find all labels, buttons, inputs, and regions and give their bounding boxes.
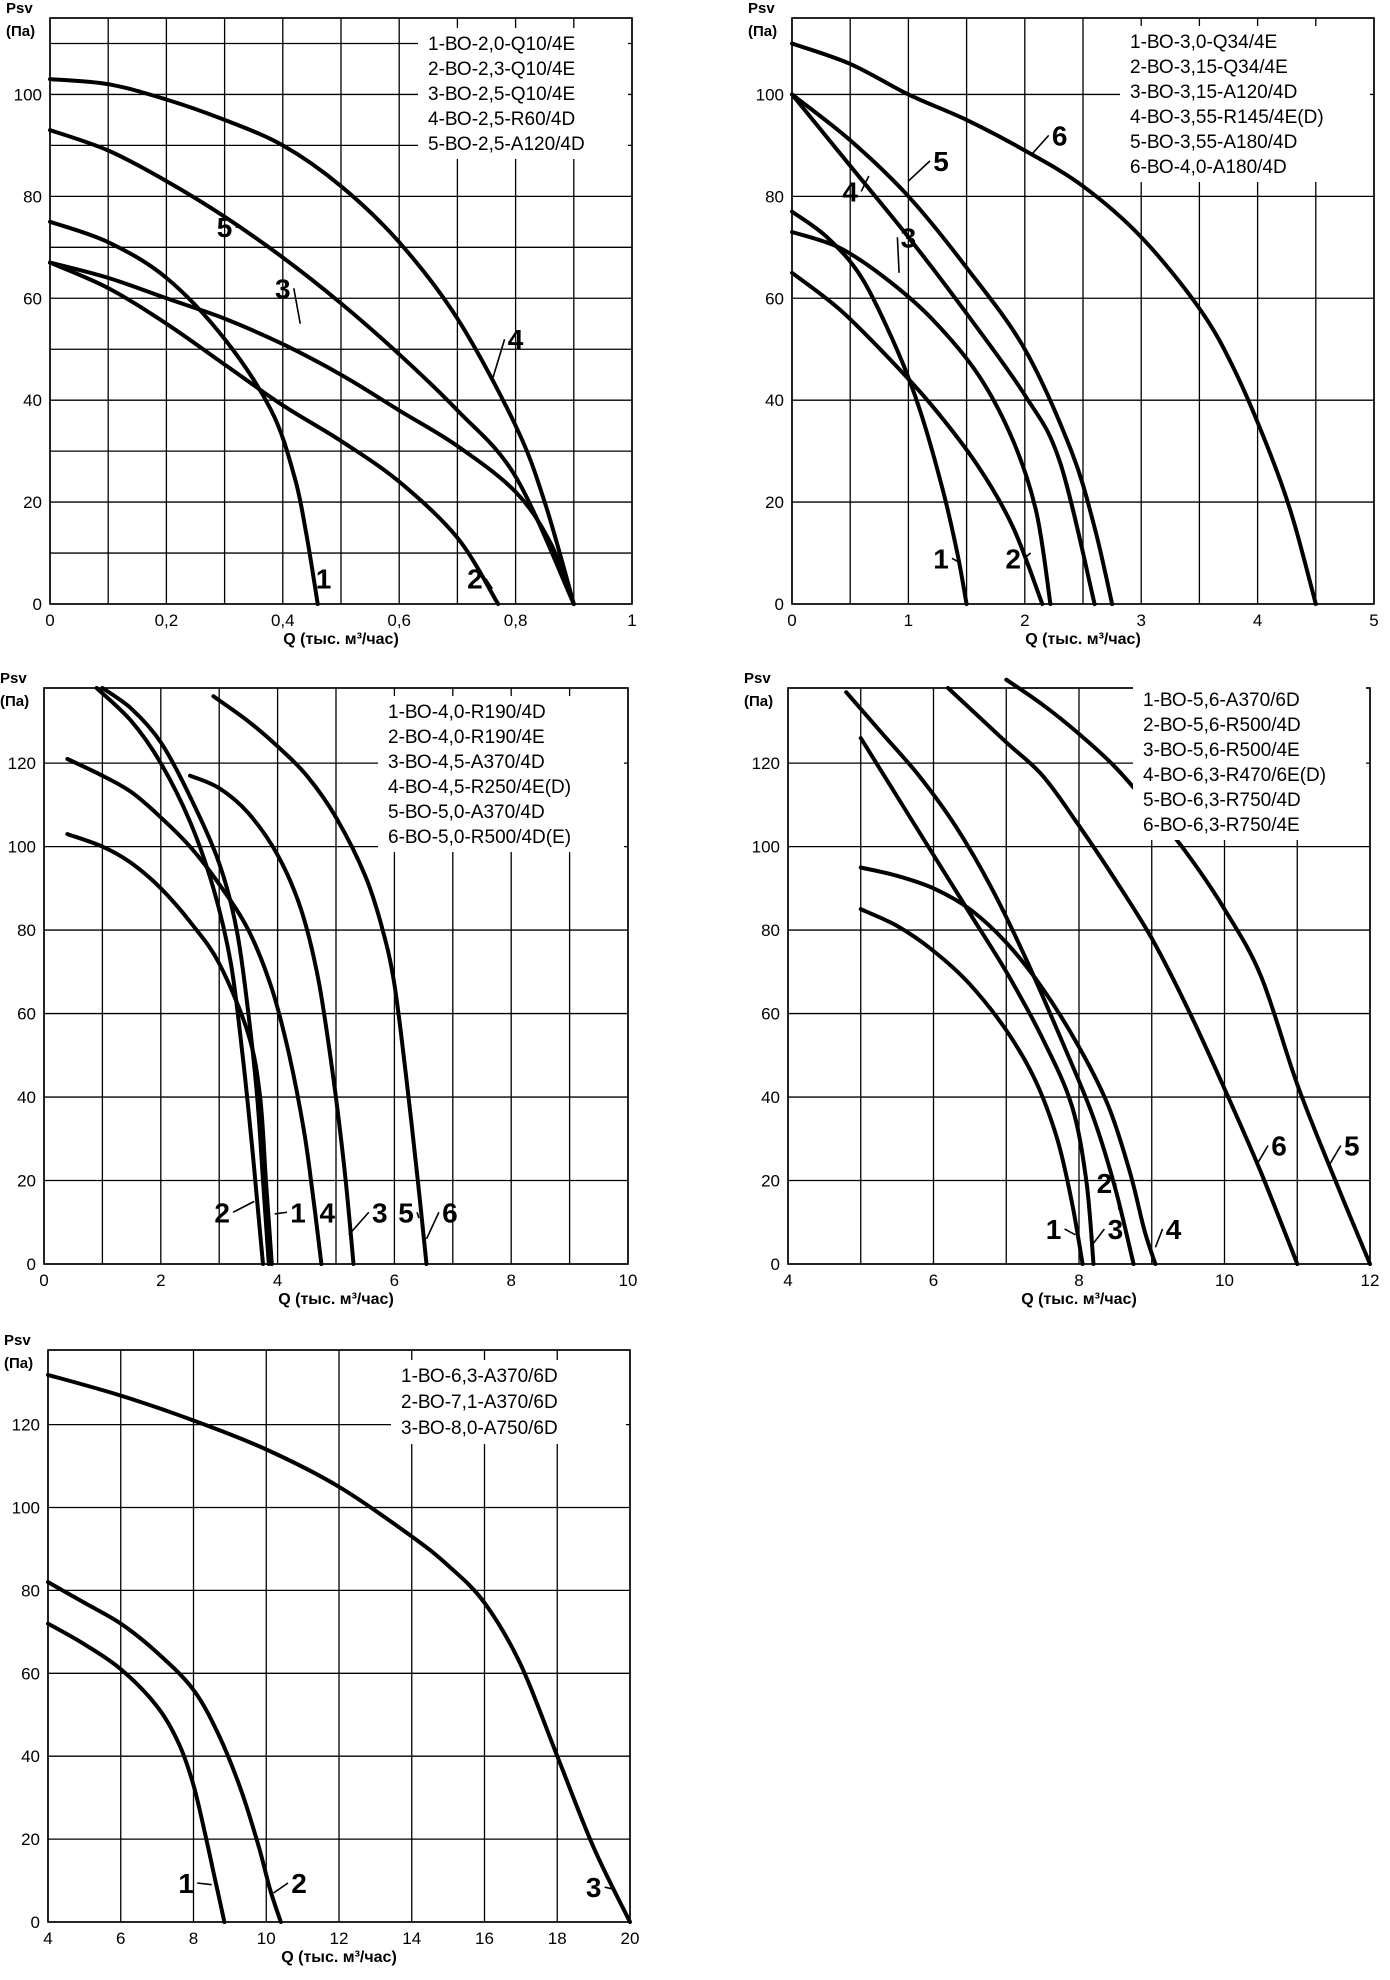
y-tick-label: 100 [13, 85, 42, 105]
callout-leader [908, 161, 930, 181]
y-tick-label: 60 [761, 1004, 780, 1024]
legend-entry: 3-ВО-2,5-Q10/4E [428, 84, 576, 105]
y-tick-label: 40 [765, 391, 784, 411]
x-tick-label: 6 [389, 1271, 400, 1290]
legend-entry: 1-ВО-5,6-A370/6D [1143, 690, 1300, 711]
x-tick-label: 16 [475, 1929, 494, 1948]
callout-leader [274, 1883, 288, 1893]
curve-label-4: 4 [507, 324, 524, 356]
x-tick-label: 0,2 [154, 611, 179, 630]
y-tick-label: 40 [21, 1747, 40, 1767]
curve-label-4: 4 [1165, 1213, 1182, 1245]
legend-entry: 2-ВО-3,15-Q34/4E [1130, 57, 1288, 78]
legend-entry: 6-ВО-4,0-A180/4D [1130, 157, 1287, 178]
y-axis-unit: (Па) [4, 1355, 34, 1372]
callout-leader [1031, 135, 1049, 155]
legend-entry: 4-ВО-3,55-R145/4E(D) [1130, 107, 1324, 128]
callout-leader [1257, 1145, 1268, 1163]
curve-label-1: 1 [290, 1197, 306, 1229]
legend-entry: 6-ВО-5,0-R500/4D(E) [388, 827, 572, 848]
legend-entry: 1-ВО-4,0-R190/4D [388, 702, 546, 723]
y-tick-label: 60 [765, 289, 784, 309]
x-tick-label: 10 [256, 1929, 276, 1948]
curve-2 [48, 1582, 281, 1922]
y-axis-label: Psv [6, 0, 33, 17]
y-tick-label: 20 [17, 1171, 36, 1191]
x-tick-label: 8 [1074, 1271, 1084, 1290]
curve-1 [48, 1624, 224, 1922]
callout-leader [1065, 1229, 1076, 1235]
y-tick-label: 40 [761, 1088, 780, 1108]
y-tick-label: 20 [761, 1171, 780, 1191]
legend-entry: 4-ВО-2,5-R60/4D [428, 109, 576, 130]
y-axis-unit: (Па) [744, 693, 774, 710]
chart-1 [6, 0, 637, 648]
y-axis-unit: (Па) [748, 23, 778, 40]
legend-entry: 2-ВО-7,1-A370/6D [401, 1392, 558, 1413]
curve-label-1: 1 [933, 543, 949, 575]
x-axis-label: Q (тыс. м³/час) [1021, 1291, 1137, 1308]
legend-entry: 6-ВО-6,3-R750/4E [1143, 815, 1300, 836]
callout-leader [316, 1212, 317, 1235]
legend-entry: 5-ВО-6,3-R750/4D [1143, 790, 1301, 811]
x-axis-label: Q (тыс. м³/час) [281, 1949, 397, 1966]
curve-label-3: 3 [372, 1197, 388, 1229]
chart-3 [0, 670, 637, 1308]
x-tick-label: 0 [39, 1271, 49, 1290]
y-tick-label: 0 [770, 1255, 780, 1274]
callout-leader [1094, 1229, 1105, 1243]
x-tick-label: 2 [156, 1271, 166, 1290]
callout-leader [492, 339, 504, 380]
chart-5 [4, 1332, 639, 1966]
legend-entry: 5-ВО-2,5-A120/4D [428, 134, 585, 155]
x-tick-label: 0 [787, 611, 797, 630]
y-axis-label: Psv [748, 0, 775, 17]
y-tick-label: 80 [23, 187, 42, 207]
curve-label-6: 6 [1051, 120, 1068, 152]
y-tick-label: 60 [21, 1664, 40, 1684]
x-tick-label: 8 [506, 1271, 516, 1290]
y-axis-label: Psv [0, 670, 27, 687]
x-tick-label: 18 [547, 1929, 567, 1948]
y-tick-label: 80 [765, 187, 784, 207]
y-tick-label: 0 [32, 595, 42, 614]
curve-label-1: 1 [315, 563, 332, 595]
legend-entry: 3-ВО-5,6-R500/4E [1143, 740, 1300, 761]
chart-4 [744, 670, 1379, 1308]
y-tick-label: 120 [751, 754, 780, 774]
x-axis-label: Q (тыс. м³/час) [278, 1291, 394, 1308]
legend-entry: 2-ВО-5,6-R500/4D [1143, 715, 1301, 736]
x-tick-label: 4 [272, 1271, 283, 1290]
y-tick-label: 100 [755, 85, 784, 105]
callout-leader [233, 1201, 254, 1212]
y-axis-label: Psv [4, 1332, 31, 1349]
curve-label-6: 6 [1271, 1130, 1287, 1162]
x-tick-label: 0 [45, 611, 55, 630]
x-tick-label: 20 [620, 1929, 640, 1948]
y-tick-label: 40 [23, 391, 42, 411]
legend-entry: 5-ВО-3,55-A180/4D [1130, 132, 1298, 153]
callout-leader [1330, 1145, 1341, 1163]
legend-entry: 2-ВО-4,0-R190/4E [388, 727, 545, 748]
x-tick-label: 2 [1020, 611, 1030, 630]
curve-label-5: 5 [216, 212, 233, 244]
legend-entry: 3-ВО-8,0-A750/6D [401, 1418, 558, 1439]
x-tick-label: 10 [1215, 1271, 1234, 1290]
y-tick-label: 0 [26, 1255, 36, 1274]
y-tick-label: 20 [21, 1830, 40, 1850]
curve-label-2: 2 [1096, 1168, 1113, 1200]
callout-leader [417, 1212, 419, 1218]
y-tick-label: 100 [11, 1498, 40, 1518]
curve-label-3: 3 [275, 273, 291, 305]
y-tick-label: 80 [17, 921, 36, 941]
x-tick-label: 6 [928, 1271, 939, 1290]
y-axis-unit: (Па) [6, 23, 36, 40]
x-tick-label: 0,4 [270, 611, 295, 630]
x-tick-label: 4 [783, 1271, 793, 1290]
x-tick-label: 0,8 [503, 611, 528, 630]
callout-leader [897, 237, 899, 272]
y-axis-unit: (Па) [0, 693, 30, 710]
x-tick-label: 4 [43, 1929, 53, 1948]
legend-entry: 3-ВО-4,5-A370/4D [388, 752, 545, 773]
curve-label-6: 6 [442, 1197, 458, 1229]
callout-leader [294, 288, 300, 323]
y-tick-label: 100 [7, 837, 36, 857]
y-tick-label: 40 [17, 1088, 36, 1108]
curve-4 [861, 868, 1156, 1265]
legend-entry: 3-ВО-3,15-A120/4D [1130, 82, 1298, 103]
callout-leader [197, 1883, 211, 1885]
callout-leader [1155, 1229, 1162, 1247]
x-tick-label: 6 [116, 1929, 126, 1948]
curve-2 [846, 692, 1133, 1264]
y-tick-label: 60 [17, 1004, 36, 1024]
curve-1 [102, 688, 268, 1264]
legend-entry: 5-ВО-5,0-A370/4D [388, 802, 545, 823]
curve-5 [50, 130, 574, 604]
y-tick-label: 100 [751, 837, 780, 857]
y-tick-label: 120 [11, 1415, 40, 1435]
y-tick-label: 120 [7, 754, 36, 774]
x-tick-label: 3 [1136, 611, 1146, 630]
x-tick-label: 10 [618, 1271, 638, 1290]
legend-entry: 1-ВО-2,0-Q10/4E [428, 34, 576, 55]
curve-label-2: 2 [1005, 543, 1021, 575]
legend-entry: 1-ВО-3,0-Q34/4E [1130, 32, 1278, 53]
x-tick-label: 12 [329, 1929, 349, 1948]
curve-label-4: 4 [842, 176, 858, 208]
legend-entry: 4-ВО-6,3-R470/6E(D) [1143, 765, 1327, 786]
curve-label-2: 2 [291, 1867, 307, 1899]
curve-label-1: 1 [1045, 1213, 1062, 1245]
curve-label-5: 5 [1344, 1130, 1360, 1162]
curve-label-2: 2 [214, 1197, 230, 1229]
curve-label-1: 1 [178, 1867, 195, 1899]
x-tick-label: 8 [188, 1929, 199, 1948]
curve-label-5: 5 [933, 145, 949, 177]
y-tick-label: 20 [765, 493, 784, 513]
callout-leader [427, 1212, 439, 1239]
y-tick-label: 0 [774, 595, 784, 614]
legend-entry: 4-ВО-4,5-R250/4E(D) [388, 777, 572, 798]
curve-1 [861, 909, 1083, 1264]
chart-2 [748, 0, 1379, 648]
legend-entry: 1-ВО-6,3-A370/6D [401, 1366, 558, 1387]
y-tick-label: 80 [761, 921, 780, 941]
y-axis-label: Psv [744, 670, 771, 687]
curve-label-4: 4 [319, 1197, 336, 1229]
curve-label-3: 3 [900, 222, 917, 254]
curve-3 [861, 738, 1094, 1264]
y-tick-label: 60 [23, 289, 42, 309]
x-tick-label: 12 [1360, 1271, 1380, 1290]
x-tick-label: 0,6 [387, 611, 412, 630]
x-axis-label: Q (тыс. м³/час) [1025, 631, 1141, 648]
curve-label-3: 3 [1107, 1213, 1124, 1245]
x-axis-label: Q (тыс. м³/час) [283, 631, 399, 648]
y-tick-label: 20 [23, 493, 42, 513]
legend-entry: 2-ВО-2,3-Q10/4E [428, 59, 576, 80]
curve-label-5: 5 [398, 1197, 414, 1229]
x-tick-label: 1 [627, 611, 637, 630]
curve-label-2: 2 [467, 563, 483, 595]
x-tick-label: 4 [1252, 611, 1263, 630]
callout-leader [275, 1212, 287, 1214]
y-tick-label: 80 [21, 1581, 40, 1601]
x-tick-label: 5 [1369, 611, 1379, 630]
x-tick-label: 14 [402, 1929, 422, 1948]
y-tick-label: 0 [30, 1913, 40, 1932]
curve-label-3: 3 [585, 1872, 602, 1904]
x-tick-label: 1 [903, 611, 914, 630]
